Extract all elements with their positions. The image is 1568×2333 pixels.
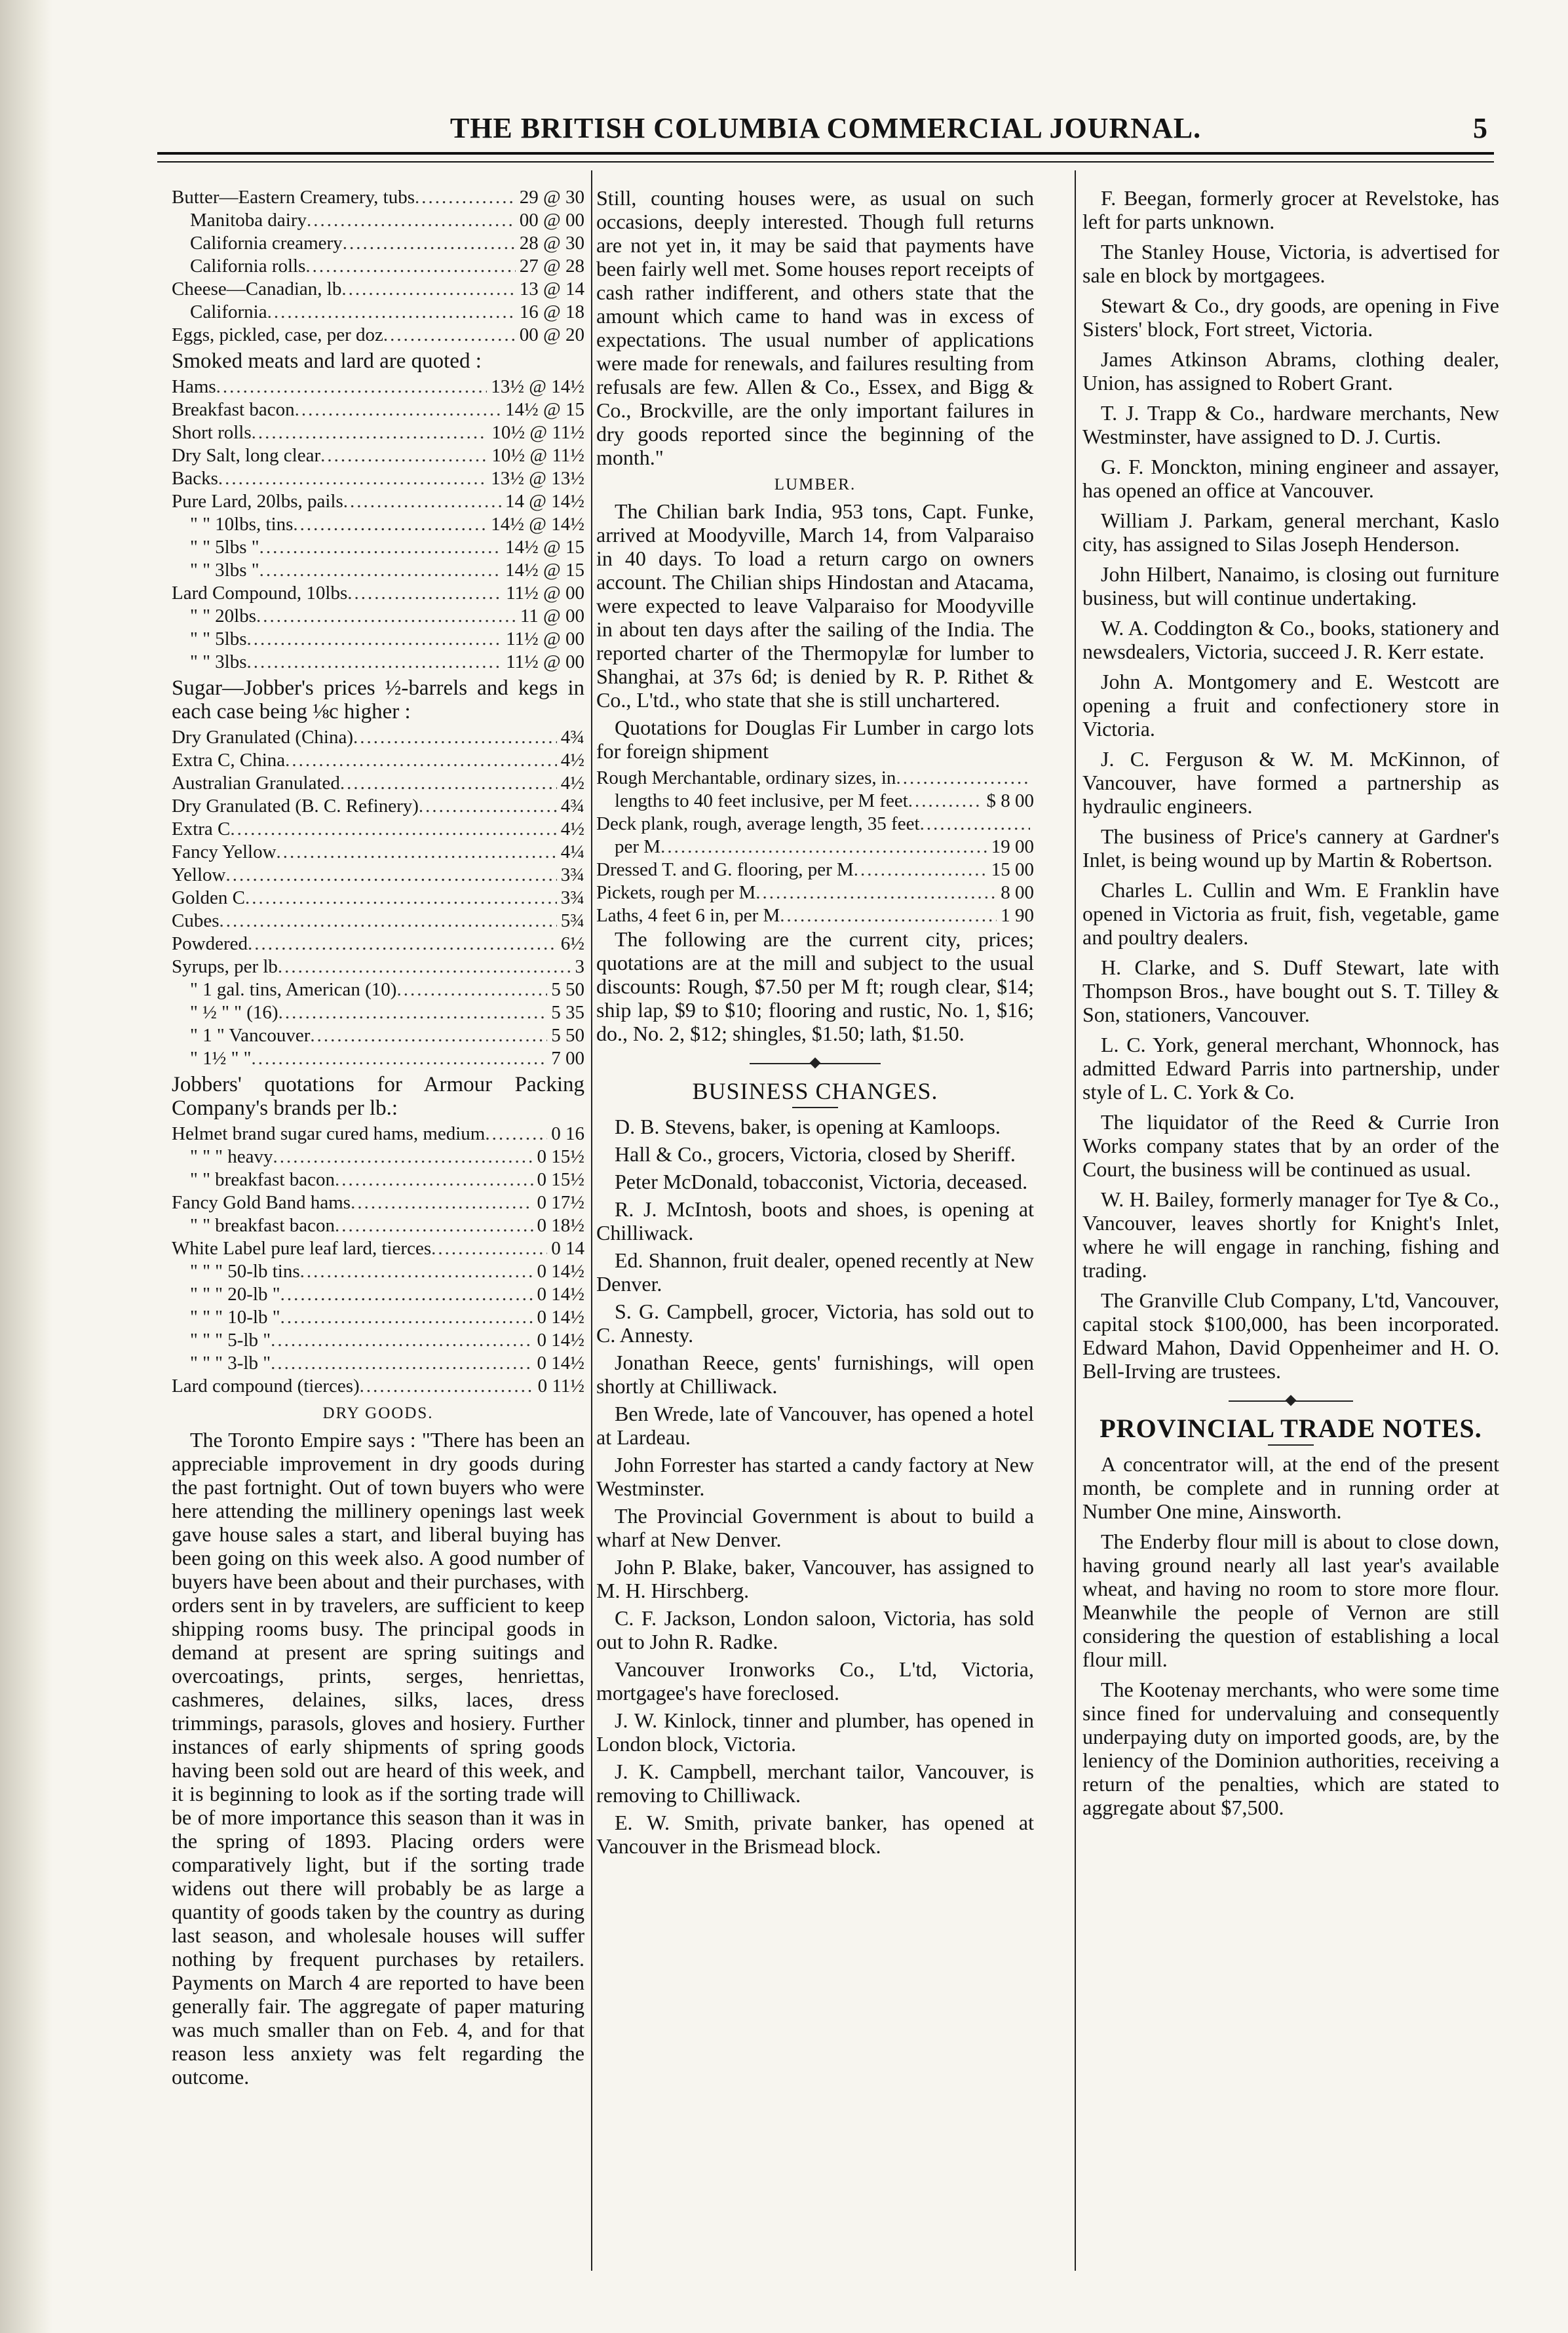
price-row [172,887,584,910]
leader-dots [340,772,557,795]
leader-dots [216,376,488,398]
price-item-value: 11½ @ 00 [506,628,584,649]
price-item-value: 4½ [560,819,584,839]
price-item-value: 11 @ 00 [520,606,584,627]
leader-dots [247,651,503,674]
price-row [596,904,1034,927]
price-row [172,795,584,818]
price-item-value: 0 14½ [537,1353,584,1374]
price-item-value: 13½ @ 14½ [491,376,584,397]
price-item-value: 0 15½ [537,1169,584,1190]
price-row [172,1047,584,1070]
section-ornament [596,1054,1034,1073]
price-item-label: " " 3lbs [190,651,247,672]
leader-dots [660,836,987,858]
price-item-value: 0 16 [551,1123,584,1144]
price-item-value: 4½ [560,773,584,794]
column-3 [1082,186,1499,2270]
leader-dots [351,1191,533,1214]
price-item-value: 5 50 [551,979,584,1000]
price-row [172,444,584,467]
news-item: A concentrator will, at the end of the present month, be complete and in running order at Number One mine, Ainsworth. [1082,1452,1499,1523]
column-divider [1075,170,1076,2271]
price-item-label: Lard compound (tierces) [172,1376,360,1397]
price-item-label: Laths, 4 feet 6 in, per M [596,905,780,926]
leader-dots [353,726,557,749]
news-item: Stewart & Co., dry goods, are opening in Five Sisters' block, Fort street, Victoria. [1082,294,1499,341]
price-item-label: Dressed T. and G. flooring, per M [596,859,854,880]
news-item: Ed. Shannon, fruit dealer, opened recently at New Denver. [596,1248,1034,1296]
news-item: The Enderby flour mill is about to close down, having ground nearly all last year's available wheat, and having no room to store more flour. Meanwhile the people of Vernon are still considering the question of establishing a local flour mill. [1082,1530,1499,1671]
price-row [172,324,584,347]
price-item-label: Fancy Gold Band hams [172,1192,351,1213]
price-item-value: 14 @ 14½ [505,491,584,512]
price-item-label: White Label pure leaf lard, tierces [172,1238,432,1259]
leader-dots [248,933,557,955]
news-item: J. W. Kinlock, tinner and plumber, has opened in London block, Victoria. [596,1708,1034,1756]
news-item: The business of Price's cannery at Gardner's Inlet, is being wound up by Martin & Robertson. [1082,824,1499,872]
leader-dots [259,536,501,559]
price-row [172,818,584,841]
business-changes-list-continued [1082,186,1499,1383]
price-item-label: " 1 " Vancouver [190,1025,311,1046]
price-item-label: " " " 10-lb " [190,1307,280,1328]
price-row [172,421,584,444]
leader-dots [310,1024,547,1047]
price-item-value: 13½ @ 13½ [491,468,584,489]
price-item-value: 0 14 [551,1238,584,1259]
smoked-meats-price-list [172,376,584,674]
price-row [172,1283,584,1306]
leader-dots [335,1214,533,1237]
price-item-label: Dry Granulated (B. C. Refinery) [172,796,419,817]
leader-dots [383,324,516,347]
leader-dots [908,790,983,813]
header-rule-thin [157,161,1494,163]
price-row [172,1001,584,1024]
news-item: J. K. Campbell, merchant tailor, Vancouver, is removing to Chilliwack. [596,1760,1034,1807]
dry-goods-heading: DRY GOODS. [322,1404,434,1422]
provincial-trade-notes-heading: PROVINCIAL TRADE NOTES. [1100,1414,1482,1443]
price-item-label: " " 10lbs, tins [190,514,294,535]
price-item-value: 0 14½ [537,1284,584,1305]
price-item-value: $ 8 00 [986,790,1034,811]
price-item-value: 11½ @ 00 [506,583,584,604]
price-item-value: 28 @ 30 [519,233,584,254]
price-item-value: 14½ @ 15 [505,560,584,581]
news-item: D. B. Stevens, baker, is opening at Kamloops. [615,1115,1001,1138]
leader-dots [225,864,556,887]
leader-dots [320,444,488,467]
header-rule [157,152,1494,155]
sugar-price-list [172,726,584,1070]
price-row [172,1024,584,1047]
price-item-label: Short rolls [172,422,252,443]
price-row [172,1237,584,1260]
news-item: Jonathan Reece, gents' furnishings, will open shortly at Chilliwack. [596,1351,1034,1398]
price-row [172,301,584,324]
price-row [172,910,584,933]
price-item-value: 10½ @ 11½ [491,445,584,466]
lumber-city-prices: The following are the current city, prices; quotations are at the mill and subject to the usual discounts: Rough, $7.50 per M ft; rough clear, $14; ship lap, $9 to $10; flooring and rustic, No. 1, $16; do., No. 2, $12; shingles, $1.50; lath, $1.50. [596,927,1034,1045]
leader-dots [419,795,557,818]
leader-dots [431,1237,547,1260]
leader-dots [271,1329,533,1352]
price-item-value: 4½ [560,750,584,771]
leader-dots [343,490,501,513]
price-item-value: 19 00 [991,836,1034,857]
price-row [172,1260,584,1283]
leader-dots [259,559,501,582]
price-row [172,232,584,255]
price-row [172,582,584,605]
lumber-article: The Chilian bark India, 953 tons, Capt. Funke, arrived at Moodyville, March 14, from Valparaiso in 40 days. To load a return cargo on owners account. The Chilian ships Hindostan and Atacama, were expected to leave Valparaiso for Moodyville in about ten days after the sailing of the India. The reported charter of the Thermopylæ for lumber to Shanghai, at 37s 6d; is denied by R. P. Rithet & Co., L'td., who state that she is still unchartered. [596,499,1034,712]
price-row [172,1306,584,1329]
leader-dots [245,887,557,910]
leader-dots [230,818,556,841]
price-row [172,186,584,209]
price-item-value: 4¾ [560,796,584,817]
news-item: H. Clarke, and S. Duff Stewart, late with Thompson Bros., have bought out S. T. Tilley & Son, stationers, Vancouver. [1082,955,1499,1026]
leader-dots [343,232,516,255]
masthead [157,111,1494,151]
news-item: Hall & Co., grocers, Victoria, closed by Sheriff. [615,1142,1016,1166]
price-row [172,278,584,301]
price-item-label: " 1 gal. tins, American (10) [190,979,397,1000]
leader-dots [295,398,501,421]
price-row [172,255,584,278]
leader-dots [415,186,516,209]
price-row [172,933,584,955]
price-row [172,864,584,887]
price-item-label: Cubes [172,910,220,931]
price-item-label: Rough Merchantable, ordinary sizes, in [596,767,896,788]
price-item-value: 13 @ 14 [519,279,584,299]
price-row [172,1123,584,1146]
leader-dots [278,955,571,978]
price-item-value: 7 00 [551,1048,584,1069]
leader-dots [220,910,557,933]
price-item-label: " " " 5-lb " [190,1330,271,1351]
price-row [172,467,584,490]
price-item-value: 15 00 [991,859,1034,880]
price-item-value: 0 18½ [537,1215,584,1236]
price-item-label: Fancy Yellow [172,841,277,862]
price-row [596,790,1034,813]
price-item-label: Manitoba dairy [190,210,307,231]
armour-price-list [172,1123,584,1398]
price-item-value: 16 @ 18 [519,301,584,322]
leader-dots [780,904,997,927]
price-item-label: " " " heavy [190,1146,273,1167]
price-row [596,858,1034,881]
leader-dots [920,813,1030,836]
price-item-label: " " " 20-lb " [190,1284,280,1305]
news-item: John P. Blake, baker, Vancouver, has assigned to M. H. Hirschberg. [596,1555,1034,1602]
price-item-label: Powdered [172,933,248,954]
news-item: Ben Wrede, late of Vancouver, has opened a hotel at Lardeau. [596,1402,1034,1449]
leader-dots [280,1306,533,1329]
leader-dots [280,1283,533,1306]
dry-goods-article: The Toronto Empire says : "There has been an appreciable improvement in dry goods during the past fortnight. Out of town buyers who were here attending the millinery openings last week gave house sales a start, and liberal buying has been going on this week also. A good number of buyers have been about and their purchases, with orders sent in by travelers, are sufficient to keep shipping rooms busy. The principal goods in demand at present are spring suitings and overcoatings, prints, serges, henriettas, cashmeres, delaines, silks, laces, dress trimmings, parasols, gloves and hosiery. Further instances of early shipments of spring goods having been sold out are heard of this week, and it is beginning to look as if the sorting trade will be of more importance this season than it was in the spring of 1893. Placing orders were comparatively light, but if the sorting trade widens out there will probably be as large a quantity of goods taken by the country as during last season, and wholesale houses will suffer nothing by frequent purchases by retailers. Payments on March 4 are reported to have been generally fair. The aggregate of paper maturing was much smaller than on Feb. 4, and for that reason less anxiety was felt regarding the outcome. [172,1428,584,2089]
leader-dots [341,278,515,301]
news-item: The liquidator of the Reed & Currie Iron Works company states that by an order of the Court, the business will be continued as usual. [1082,1110,1499,1181]
price-row [172,955,584,978]
leader-dots [854,858,987,881]
price-row [172,536,584,559]
price-item-value: 5 35 [551,1002,584,1023]
price-row [596,836,1034,858]
section-ornament [1082,1392,1499,1410]
news-item: Peter McDonald, tobacconist, Victoria, deceased. [615,1170,1028,1193]
price-row [172,1375,584,1398]
price-row [172,398,584,421]
price-item-value: 5¾ [560,910,584,931]
leader-dots [277,841,557,864]
price-item-value: 0 14½ [537,1330,584,1351]
lumber-quotations-intro: Quotations for Douglas Fir Lumber in cargo lots for foreign shipment [596,716,1034,763]
heading-underline [792,1107,838,1108]
business-changes-list [596,1115,1034,1858]
news-item: The Granville Club Company, L'td, Vancouver, capital stock $100,000, has been incorporated. Edward Mahon, David Oppenheimer and H. O. Bell-Irving are trustees. [1082,1288,1499,1383]
news-item: The Kootenay merchants, who were some time since fined for undervaluing and consequently underpaying duty on imported goods, are, by the leniency of the Dominion authorities, receiving a return of the penalties, which are stated to aggregate about $7,500. [1082,1678,1499,1819]
price-row [172,726,584,749]
price-row [172,1168,584,1191]
price-item-value: 6½ [560,933,584,954]
price-item-value: 0 15½ [537,1146,584,1167]
price-row [596,767,1034,790]
leader-dots [335,1168,533,1191]
price-item-label: " " breakfast bacon [190,1215,335,1236]
price-row [172,841,584,864]
price-item-value: 0 14½ [537,1307,584,1328]
price-row [172,978,584,1001]
price-item-label: per M [615,836,661,857]
price-item-value: 27 @ 28 [519,256,584,277]
news-item: F. Beegan, formerly grocer at Revelstoke, has left for parts unknown. [1082,186,1499,233]
price-row [172,651,584,674]
price-item-label: Golden C [172,887,245,908]
price-item-value: 00 @ 00 [519,210,584,231]
price-item-label: Backs [172,468,218,489]
price-row [172,490,584,513]
price-item-label: Australian Granulated [172,773,340,794]
price-item-value: 14½ @ 15 [505,399,584,420]
price-item-label: Cheese—Canadian, lb [172,279,342,299]
news-item: Vancouver Ironworks Co., L'td, Victoria, mortgagee's have foreclosed. [596,1657,1034,1705]
price-item-label: California rolls [190,256,306,277]
news-item: S. G. Campbell, grocer, Victoria, has sold out to C. Annesty. [596,1300,1034,1347]
price-item-value: 5 50 [551,1025,584,1046]
price-item-value: 14½ @ 15 [505,537,584,558]
price-item-label: Yellow [172,864,226,885]
price-row [172,1146,584,1168]
price-item-label: Helmet brand sugar cured hams, medium [172,1123,486,1144]
price-row [172,513,584,536]
leader-dots [485,1123,547,1146]
lumber-heading: LUMBER. [774,476,856,493]
sugar-heading: Sugar—Jobber's prices ½-barrels and kegs in each case being ⅛c higher : [172,676,584,723]
news-item: John Forrester has started a candy factory at New Westminster. [596,1453,1034,1500]
price-item-value: 3¾ [560,887,584,908]
price-row [172,376,584,398]
price-item-value: 0 11½ [537,1376,584,1397]
leader-dots [273,1146,533,1168]
price-item-label: " " 5lbs " [190,537,259,558]
news-item: John A. Montgomery and E. Westcott are opening a fruit and confectionery store in Victoria. [1082,670,1499,741]
page-binding-edge [0,0,52,2333]
news-item: W. A. Coddington & Co., books, stationery and newsdealers, Victoria, succeed J. R. Kerr estate. [1082,616,1499,663]
leader-dots [360,1375,534,1398]
leader-dots [285,749,557,772]
business-changes-heading: BUSINESS CHANGES. [692,1078,938,1104]
price-item-value: 4¼ [560,841,584,862]
price-item-label: " ½ " " (16) [190,1002,278,1023]
leader-dots [300,1260,533,1283]
heading-underline [1268,1444,1314,1446]
price-row [172,1352,584,1375]
price-row [172,559,584,582]
news-item: William J. Parkam, general merchant, Kaslo city, has assigned to Silas Joseph Henderson. [1082,509,1499,556]
leader-dots [218,467,487,490]
butter-price-list [172,186,584,347]
price-item-label: Syrups, per lb [172,956,278,977]
column-divider [591,170,592,2271]
price-row [172,772,584,795]
price-item-value: 10½ @ 11½ [491,422,584,443]
price-item-value: 1 90 [1001,905,1034,926]
news-item: R. J. McIntosh, boots and shoes, is opening at Chilliwack. [596,1197,1034,1244]
news-item: J. C. Ferguson & W. M. McKinnon, of Vancouver, have formed a partnership as hydraulic engineers. [1082,747,1499,818]
leader-dots [396,978,547,1001]
provincial-trade-notes-list [1082,1452,1499,1819]
price-row [172,628,584,651]
leader-dots [755,881,997,904]
price-item-label: " 1½ " " [190,1048,252,1069]
price-item-label: Extra C [172,819,231,839]
price-item-label: Dry Salt, long clear [172,445,321,466]
price-item-label: Pickets, rough per M [596,882,756,903]
price-item-label: California creamery [190,233,343,254]
price-item-label: Deck plank, rough, average length, 35 feet [596,813,920,834]
price-row [172,209,584,232]
smoked-meats-heading: Smoked meats and lard are quoted : [172,349,482,373]
dry-goods-article-continued: Still, counting houses were, as usual on such occasions, deeply interested. Though full returns are not yet in, it may be said that payments have been fairly well met. Some houses report receipts of cash rather indifferent, and others state that the amount which came to hand was in excess of expectations. The usual number of applications were made for renewals, and failures resulting from refusals are few. Allen & Co., Essex, and Bigg & Co., Brockville, are the only important failures in dry goods reported since the beginning of the month." [596,186,1034,469]
price-row [172,1191,584,1214]
news-item: L. C. York, general merchant, Whonnock, has admitted Edward Parris into partnership, under style of L. C. York & Co. [1082,1033,1499,1104]
price-item-label: " " 3lbs " [190,560,259,581]
column-2 [596,186,1034,2270]
news-item: Charles L. Cullin and Wm. E Franklin have opened in Victoria as fruit, fish, vegetable, game and poultry dealers. [1082,878,1499,949]
leader-dots [252,421,488,444]
price-item-label: Lard Compound, 10lbs [172,583,348,604]
news-item: T. J. Trapp & Co., hardware merchants, New Westminster, have assigned to D. J. Curtis. [1082,401,1499,448]
leader-dots [247,628,503,651]
price-item-label: " " 20lbs [190,606,257,627]
price-item-value: 4¾ [560,727,584,748]
price-item-label: Breakfast bacon [172,399,295,420]
price-item-value: 0 17½ [537,1192,584,1213]
price-item-value: 14½ @ 14½ [491,514,584,535]
lumber-price-list [596,767,1034,927]
price-item-label: " " 5lbs [190,628,247,649]
price-item-value: 3¾ [560,864,584,885]
leader-dots [278,1001,548,1024]
news-item: The Stanley House, Victoria, is advertised for sale en block by mortgagees. [1082,240,1499,287]
leader-dots [347,582,502,605]
price-row [596,881,1034,904]
price-item-value: 8 00 [1001,882,1034,903]
news-item: W. H. Bailey, formerly manager for Tye & Co., Vancouver, leaves shortly for Knight's Inlet, where he will engage in ranching, fishing and trading. [1082,1187,1499,1282]
price-item-label: Hams [172,376,216,397]
news-item: E. W. Smith, private banker, has opened at Vancouver in the Brismead block. [596,1811,1034,1858]
news-item: C. F. Jackson, London saloon, Victoria, has sold out to John R. Radke. [596,1606,1034,1653]
price-row [172,605,584,628]
page-number: 5 [1473,112,1487,144]
price-item-value: 11½ @ 00 [506,651,584,672]
leader-dots [256,605,516,628]
price-item-label: California [190,301,267,322]
leader-dots [267,301,516,324]
price-item-value: 0 14½ [537,1261,584,1282]
price-item-label: " " breakfast bacon [190,1169,335,1190]
news-item: G. F. Monckton, mining engineer and assayer, has opened an office at Vancouver. [1082,455,1499,502]
price-item-label: Butter—Eastern Creamery, tubs [172,187,415,208]
price-item-label: " " " 50-lb tins [190,1261,300,1282]
leader-dots [271,1352,533,1375]
price-item-label: Extra C, China [172,750,286,771]
leader-dots [252,1047,548,1070]
price-item-label: lengths to 40 feet inclusive, per M feet [615,790,908,811]
news-item: The Provincial Government is about to build a wharf at New Denver. [596,1504,1034,1551]
leader-dots [896,767,1030,790]
price-row [172,1329,584,1352]
price-item-value: 3 [575,956,584,977]
column-1 [172,186,584,2270]
price-item-value: 29 @ 30 [519,187,584,208]
price-row [172,749,584,772]
journal-title: THE BRITISH COLUMBIA COMMERCIAL JOURNAL. [449,112,1202,144]
price-item-label: " " " 3-lb " [190,1353,271,1374]
armour-heading: Jobbers' quotations for Armour Packing Company's brands per lb.: [172,1073,584,1120]
price-item-label: Dry Granulated (China) [172,727,354,748]
leader-dots [293,513,487,536]
leader-dots [307,209,516,232]
news-item: John Hilbert, Nanaimo, is closing out furniture business, but will continue undertaking. [1082,562,1499,609]
price-item-label: Pure Lard, 20lbs, pails [172,491,343,512]
price-row [172,1214,584,1237]
news-item: James Atkinson Abrams, clothing dealer, Union, has assigned to Robert Grant. [1082,347,1499,395]
price-row [596,813,1034,836]
price-item-label: Eggs, pickled, case, per doz [172,324,383,345]
leader-dots [305,255,515,278]
price-item-value: 00 @ 20 [519,324,584,345]
